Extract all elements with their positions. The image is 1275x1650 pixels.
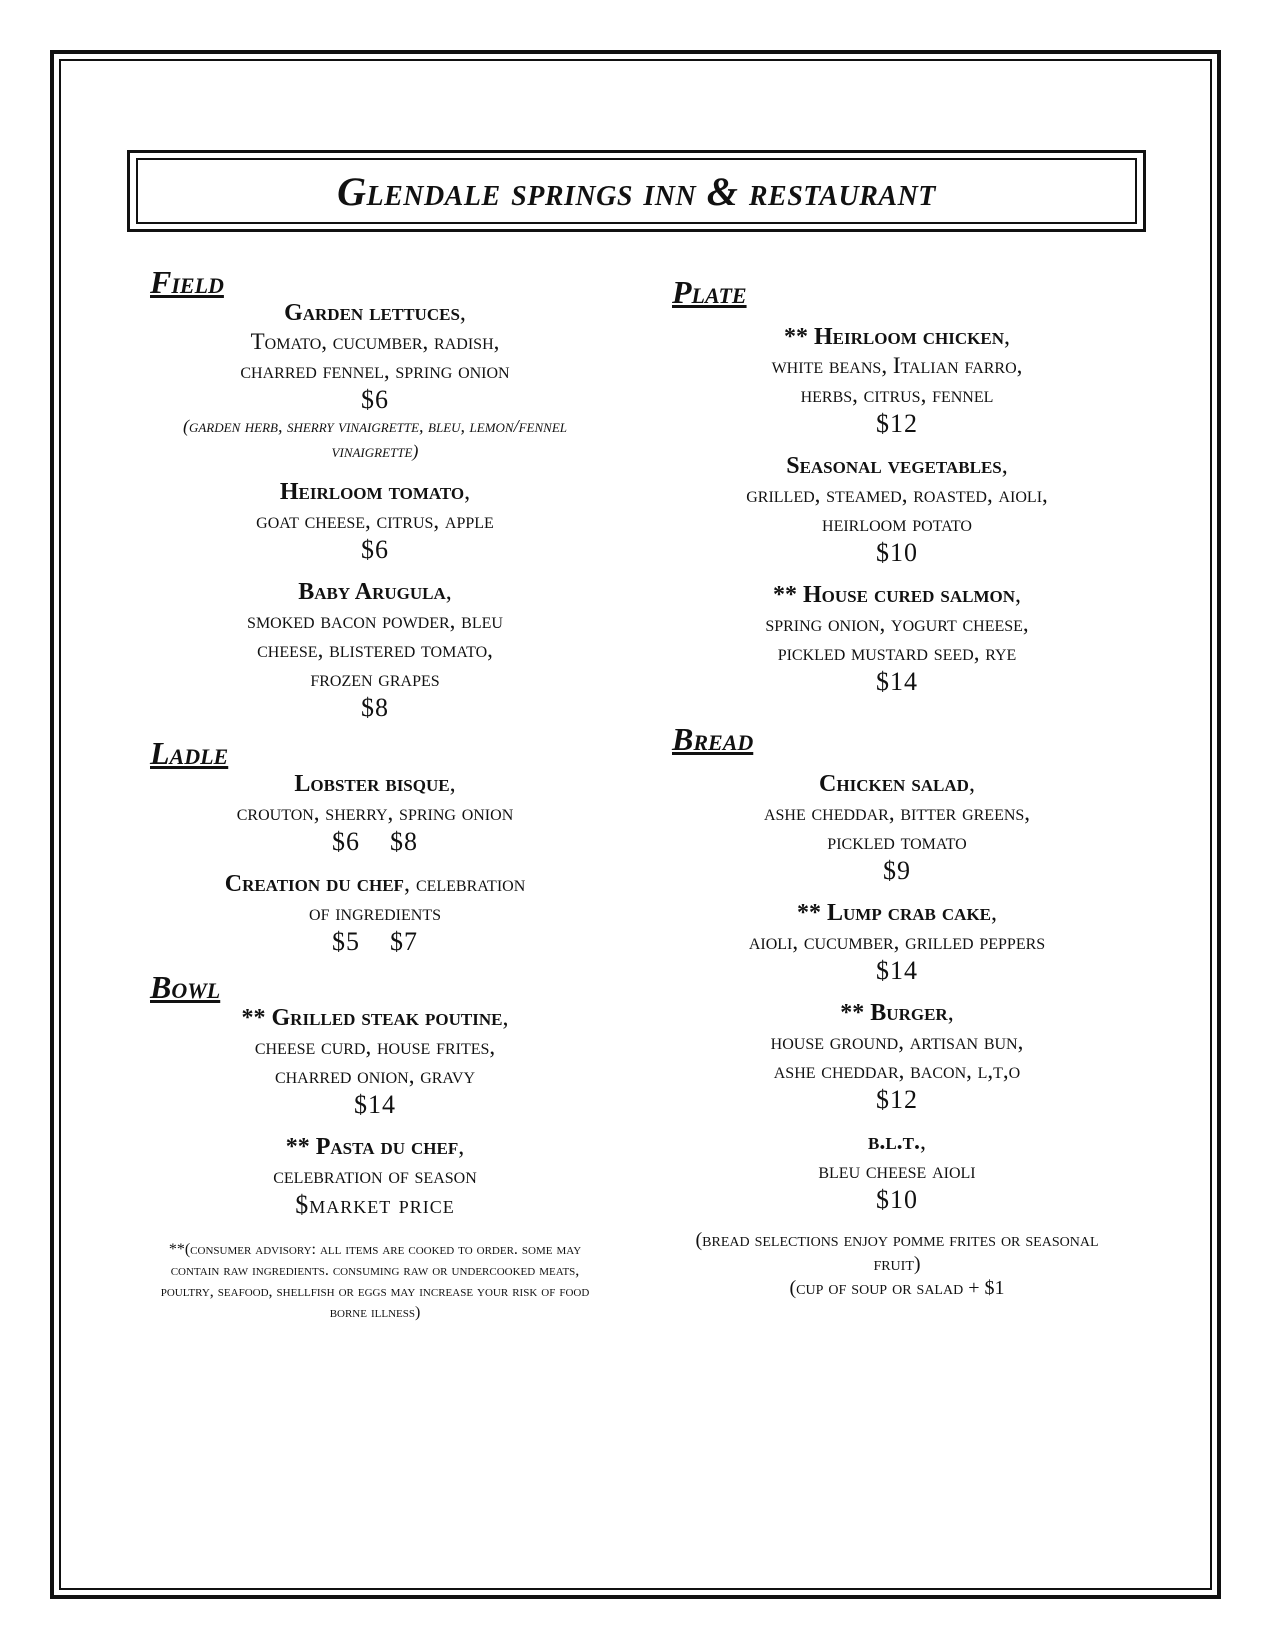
item-description: cheese, blistered tomato, xyxy=(257,637,493,662)
item-description: smoked bacon powder, bleu xyxy=(247,608,503,633)
item-description: herbs, citrus, fennel xyxy=(800,382,994,407)
item-name: Heirloom tomato xyxy=(279,479,465,505)
item-name: Seasonal vegetables xyxy=(786,453,1002,479)
item-price: $10 xyxy=(876,1185,918,1214)
menu-item: Garden lettuces, Tomato, cucumber, radish, charred fennel, spring onion $6 (garden herb, sherry vinaigrette, bleu, lemon/fennel vinaigrette) xyxy=(150,299,600,464)
item-description: charred fennel, spring onion xyxy=(240,358,510,383)
section-bread xyxy=(672,722,1122,1300)
item-name: ** Burger xyxy=(840,1000,948,1026)
section-ladle xyxy=(150,736,600,956)
menu-item: Lobster bisque, crouton, sherry, spring onion $6 $8 xyxy=(150,770,600,856)
menu-item: ** Heirloom chicken, white beans, Italian farro, herbs, citrus, fennel $12 xyxy=(672,323,1122,438)
item-name: Baby Arugula xyxy=(298,579,446,605)
item-price: $14 xyxy=(354,1090,396,1119)
menu-item: Heirloom tomato, goat cheese, citrus, apple $6 xyxy=(150,478,600,564)
item-price: $8 xyxy=(361,693,389,722)
item-name: Chicken salad xyxy=(819,771,969,797)
item-price: $6 $8 xyxy=(332,827,418,856)
item-description: crouton, sherry, spring onion xyxy=(236,800,514,825)
menu-item: Seasonal vegetables, grilled, steamed, roasted, aioli, heirloom potato $10 xyxy=(672,452,1122,567)
item-price: $5 $7 xyxy=(332,927,418,956)
item-note: (garden herb, sherry vinaigrette, bleu, lemon/fennel vinaigrette) xyxy=(182,416,568,461)
item-price: $12 xyxy=(876,1085,918,1114)
menu-item: ** Grilled steak poutine, cheese curd, house frites, charred onion, gravy $14 xyxy=(150,1004,600,1119)
section-bowl xyxy=(150,970,600,1219)
item-description: celebration of season xyxy=(273,1163,477,1188)
menu-item: Creation du chef, celebration of ingredients $5 $7 xyxy=(150,870,600,956)
item-description: frozen grapes xyxy=(310,666,440,691)
menu-item: Baby Arugula, smoked bacon powder, bleu cheese, blistered tomato, frozen grapes $8 xyxy=(150,578,600,722)
section-heading-field: Field xyxy=(150,264,224,300)
item-description: Tomato, cucumber, radish, xyxy=(250,329,500,354)
item-price: $12 xyxy=(876,409,918,438)
item-price: $market price xyxy=(295,1190,455,1219)
section-heading-ladle: Ladle xyxy=(150,735,229,771)
item-description: cheese curd, house frites, xyxy=(254,1034,496,1059)
item-description: house ground, artisan bun, xyxy=(770,1029,1024,1054)
item-name: Creation du chef xyxy=(224,871,404,897)
item-price: $6 xyxy=(361,385,389,414)
item-name: b.l.t. xyxy=(867,1129,921,1155)
bread-addon-note: (cup of soup or salad + $1 xyxy=(789,1277,1005,1299)
item-name: Lobster bisque xyxy=(294,771,450,797)
item-name: ** Grilled steak poutine xyxy=(241,1005,503,1031)
item-name: Garden lettuces xyxy=(284,300,460,326)
restaurant-title: Glendale springs inn & restaurant xyxy=(337,168,936,214)
item-description: goat cheese, citrus, apple xyxy=(256,508,494,533)
item-description: pickled tomato xyxy=(827,829,967,854)
item-description: white beans, Italian farro, xyxy=(771,353,1023,378)
item-description: spring onion, yogurt cheese, xyxy=(765,611,1029,636)
item-price: $14 xyxy=(876,667,918,696)
item-name: ** Pasta du chef xyxy=(285,1134,459,1160)
item-price: $9 xyxy=(883,856,911,885)
section-heading-bread: Bread xyxy=(672,721,754,757)
item-description: aioli, cucumber, grilled peppers xyxy=(748,929,1046,954)
title-box xyxy=(136,158,1137,224)
item-description-inline: celebration xyxy=(415,871,526,896)
item-description: charred onion, gravy xyxy=(274,1063,476,1088)
item-description: bleu cheese aioli xyxy=(818,1158,976,1183)
item-description: pickled mustard seed, rye xyxy=(777,640,1017,665)
section-heading-plate: Plate xyxy=(672,274,747,310)
item-name: ** Lump crab cake xyxy=(797,900,991,926)
left-column xyxy=(150,265,600,1323)
item-description: ashe cheddar, bacon, l,t,o xyxy=(773,1058,1021,1083)
item-description: of ingredients xyxy=(309,900,441,925)
item-description: grilled, steamed, roasted, aioli, xyxy=(746,482,1048,507)
item-price: $14 xyxy=(876,956,918,985)
bread-note: (bread selections enjoy pomme frites or seasonal fruit) xyxy=(695,1229,1099,1275)
menu-item: ** House cured salmon, spring onion, yogurt cheese, pickled mustard seed, rye $14 xyxy=(672,581,1122,696)
menu-item: b.l.t., bleu cheese aioli $10 xyxy=(672,1128,1122,1214)
consumer-advisory: **(consumer advisory: all items are cooked to order. some may contain raw ingredients. consuming raw or undercooked meats, poultry, seafood, shellfish or eggs may increase your risk of food borne illness) xyxy=(160,1241,590,1321)
item-price: $10 xyxy=(876,538,918,567)
menu-item: ** Lump crab cake, aioli, cucumber, grilled peppers $14 xyxy=(672,899,1122,985)
menu-item: Chicken salad, ashe cheddar, bitter greens, pickled tomato $9 xyxy=(672,770,1122,885)
item-description: heirloom potato xyxy=(822,511,972,536)
section-plate xyxy=(672,275,1122,696)
item-price: $6 xyxy=(361,535,389,564)
item-description: ashe cheddar, bitter greens, xyxy=(763,800,1031,825)
right-column xyxy=(672,275,1122,1300)
section-heading-bowl: Bowl xyxy=(150,969,221,1005)
item-name: ** Heirloom chicken xyxy=(784,324,1004,350)
item-name: ** House cured salmon xyxy=(772,582,1016,608)
menu-item: ** Pasta du chef, celebration of season $market price xyxy=(150,1133,600,1219)
section-field xyxy=(150,265,600,722)
menu-item: ** Burger, house ground, artisan bun, ashe cheddar, bacon, l,t,o $12 xyxy=(672,999,1122,1114)
